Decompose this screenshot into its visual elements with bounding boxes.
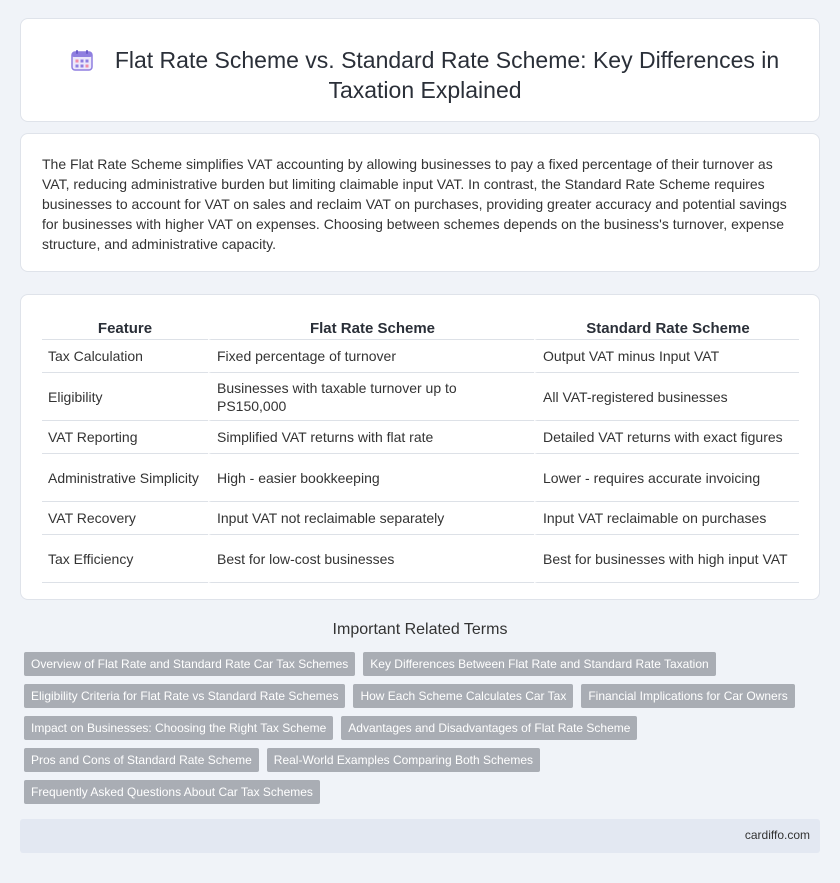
standard-rate-cell: Input VAT reclaimable on purchases xyxy=(534,502,799,535)
feature-cell: VAT Recovery xyxy=(42,502,208,535)
feature-cell: Administrative Simplicity xyxy=(42,454,208,502)
header-feature: Feature xyxy=(42,315,208,340)
flat-rate-cell: Businesses with taxable turnover up to PS150,000 xyxy=(208,373,534,421)
table-row xyxy=(42,340,799,373)
comparison-table xyxy=(42,315,799,583)
flat-rate-cell: Simplified VAT returns with flat rate xyxy=(208,421,534,454)
flat-rate-cell: Input VAT not reclaimable separately xyxy=(208,502,534,535)
related-term-tag[interactable]: Pros and Cons of Standard Rate Scheme xyxy=(24,748,259,772)
footer-site-link[interactable]: cardiffo.com xyxy=(744,828,810,842)
table-row xyxy=(42,373,799,421)
summary-card xyxy=(20,133,820,272)
feature-cell: Eligibility xyxy=(42,373,208,421)
standard-rate-cell: Output VAT minus Input VAT xyxy=(534,340,799,373)
table-row xyxy=(42,454,799,502)
related-terms-heading: Important Related Terms xyxy=(332,621,508,638)
feature-cell: Tax Calculation xyxy=(42,340,208,373)
table-row xyxy=(42,502,799,535)
page-title-wrap xyxy=(61,45,789,105)
related-term-tag[interactable]: Advantages and Disadvantages of Flat Rate Scheme xyxy=(341,716,637,740)
table-row xyxy=(42,535,799,583)
related-term-tag[interactable]: Overview of Flat Rate and Standard Rate Car Tax Schemes xyxy=(24,652,355,676)
feature-cell: VAT Reporting xyxy=(42,421,208,454)
title-card xyxy=(20,18,820,122)
related-term-tag[interactable]: Frequently Asked Questions About Car Tax Schemes xyxy=(24,780,320,804)
related-term-tag[interactable]: Eligibility Criteria for Flat Rate vs Standard Rate Schemes xyxy=(24,684,345,708)
flat-rate-cell: High - easier bookkeeping xyxy=(208,454,534,502)
summary-text: The Flat Rate Scheme simplifies VAT accounting by allowing businesses to pay a fixed percentage of their turnover as VAT, reducing administrative burden but limiting claimable input VAT. In contrast, the Standard Rate Scheme requires businesses to account for VAT on sales and reclaim VAT on purchases, providing greater accuracy and potential savings for businesses with higher VAT on expenses. Choosing between schemes depends on the business's turnover, expense structure, and administrative capacity. xyxy=(42,156,787,252)
header-standard-rate: Standard Rate Scheme xyxy=(534,315,799,340)
standard-rate-cell: Best for businesses with high input VAT xyxy=(534,535,799,583)
footer xyxy=(20,819,820,853)
table-header-row xyxy=(42,315,799,340)
calendar-grid-icon xyxy=(71,49,93,71)
standard-rate-cell: Detailed VAT returns with exact figures xyxy=(534,421,799,454)
related-term-tag[interactable]: Real-World Examples Comparing Both Schemes xyxy=(267,748,540,772)
feature-cell: Tax Efficiency xyxy=(42,535,208,583)
flat-rate-cell: Fixed percentage of turnover xyxy=(208,340,534,373)
related-term-tag[interactable]: Financial Implications for Car Owners xyxy=(581,684,794,708)
related-term-tag[interactable]: Key Differences Between Flat Rate and Standard Rate Taxation xyxy=(363,652,715,676)
related-term-tag[interactable]: Impact on Businesses: Choosing the Right Tax Scheme xyxy=(24,716,333,740)
related-term-tag[interactable]: How Each Scheme Calculates Car Tax xyxy=(353,684,573,708)
comparison-table-card xyxy=(20,294,820,600)
flat-rate-cell: Best for low-cost businesses xyxy=(208,535,534,583)
standard-rate-cell: Lower - requires accurate invoicing xyxy=(534,454,799,502)
page-title: Flat Rate Scheme vs. Standard Rate Scheme: Key Differences in Taxation Explained xyxy=(114,47,780,103)
standard-rate-cell: All VAT-registered businesses xyxy=(534,373,799,421)
related-terms-list xyxy=(24,652,814,804)
header-flat-rate: Flat Rate Scheme xyxy=(208,315,534,340)
table-row xyxy=(42,421,799,454)
